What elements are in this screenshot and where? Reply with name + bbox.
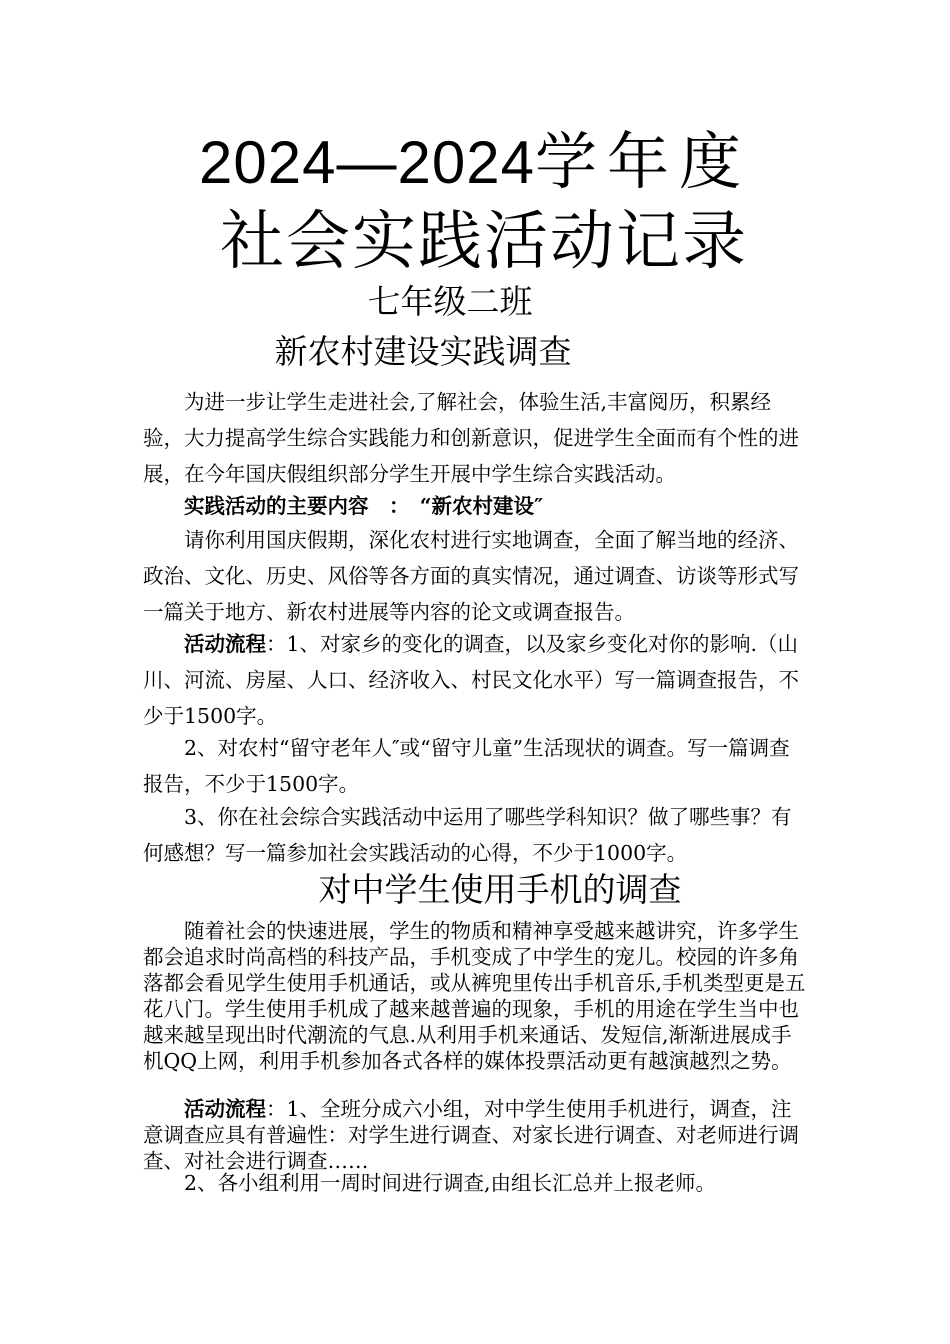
- section2-heading: 对中学生使用手机的调查: [318, 870, 682, 909]
- section1-heading: 新农村建设实践调查: [274, 332, 572, 371]
- section1-process-item1: [143, 626, 807, 734]
- year-suffix: 学年度: [534, 125, 751, 198]
- section1-process-item2: 2、对农村“留守老年人″或“留守儿童”生活现状的调查。写一篇调查报告，不少于1500字。: [143, 736, 790, 796]
- section1-process-item3: 3、你在社会综合实践活动中运用了哪些学科知识？做了哪些事？有何感想？写一篇参加社会实践活动的心得，不少于1000字。: [143, 805, 792, 865]
- process-item1-text: ：1、对家乡的变化的调查，以及家乡变化对你的影响.（山川、河流、房屋、人口、经济收入、村民文化水平）写一篇调查报告，不少于1500字。: [143, 632, 799, 728]
- process-label: 活动流程: [184, 632, 266, 656]
- process-label: 活动流程: [184, 1097, 266, 1121]
- document-title: 社会实践活动记录: [220, 205, 748, 277]
- section2-process-item1: [143, 1096, 807, 1174]
- section1-intro: 为进一步让学生走进社会,了解社会，体验生活,丰富阅历，积累经验，大力提高学生综合实践能力和创新意识，促进学生全面而有个性的进展，在今年国庆假组织部分学生开展中学生综合实践活动。: [143, 390, 799, 486]
- section2-intro: 随着社会的快速进展，学生的物质和精神享受越来越讲究，许多学生都会追求时尚高档的科技产品，手机变成了中学生的宠儿。校园的许多角落都会看见学生使用手机通话，或从裤兜里传出手机音乐,手机类型更是五花八门。学生使用手机成了越来越普遍的现象，手机的用途在学生当中也越来越呈现出时代潮流的气息.从利用手机来通话、发短信,渐渐进展成手机QQ上网，利用手机参加各式各样的媒体投票活动更有越演越烈之势。: [143, 919, 806, 1073]
- section2-process-item2: 2、各小组利用一周时间进行调查,由组长汇总并上报老师。: [184, 1171, 717, 1195]
- process-item1-text: ：1、全班分成六小组，对中学生使用手机进行，调查，注意调查应具有普遍性：对学生进行调查、对家长进行调查、对老师进行调查、对社会进行调查……: [143, 1097, 799, 1173]
- class-name: 七年级二班: [367, 282, 533, 321]
- document-title-year: [0, 124, 950, 201]
- section1-content-label: 实践活动的主要内容 ： “新农村建设″: [184, 494, 544, 518]
- section1-content-text: 请你利用国庆假期，深化农村进行实地调查，全面了解当地的经济、政治、文化、历史、风俗等各方面的真实情况，通过调查、访谈等形式写一篇关于地方、新农村进展等内容的论文或调查报告。: [143, 528, 799, 624]
- year-range: 2024—2024: [199, 129, 535, 196]
